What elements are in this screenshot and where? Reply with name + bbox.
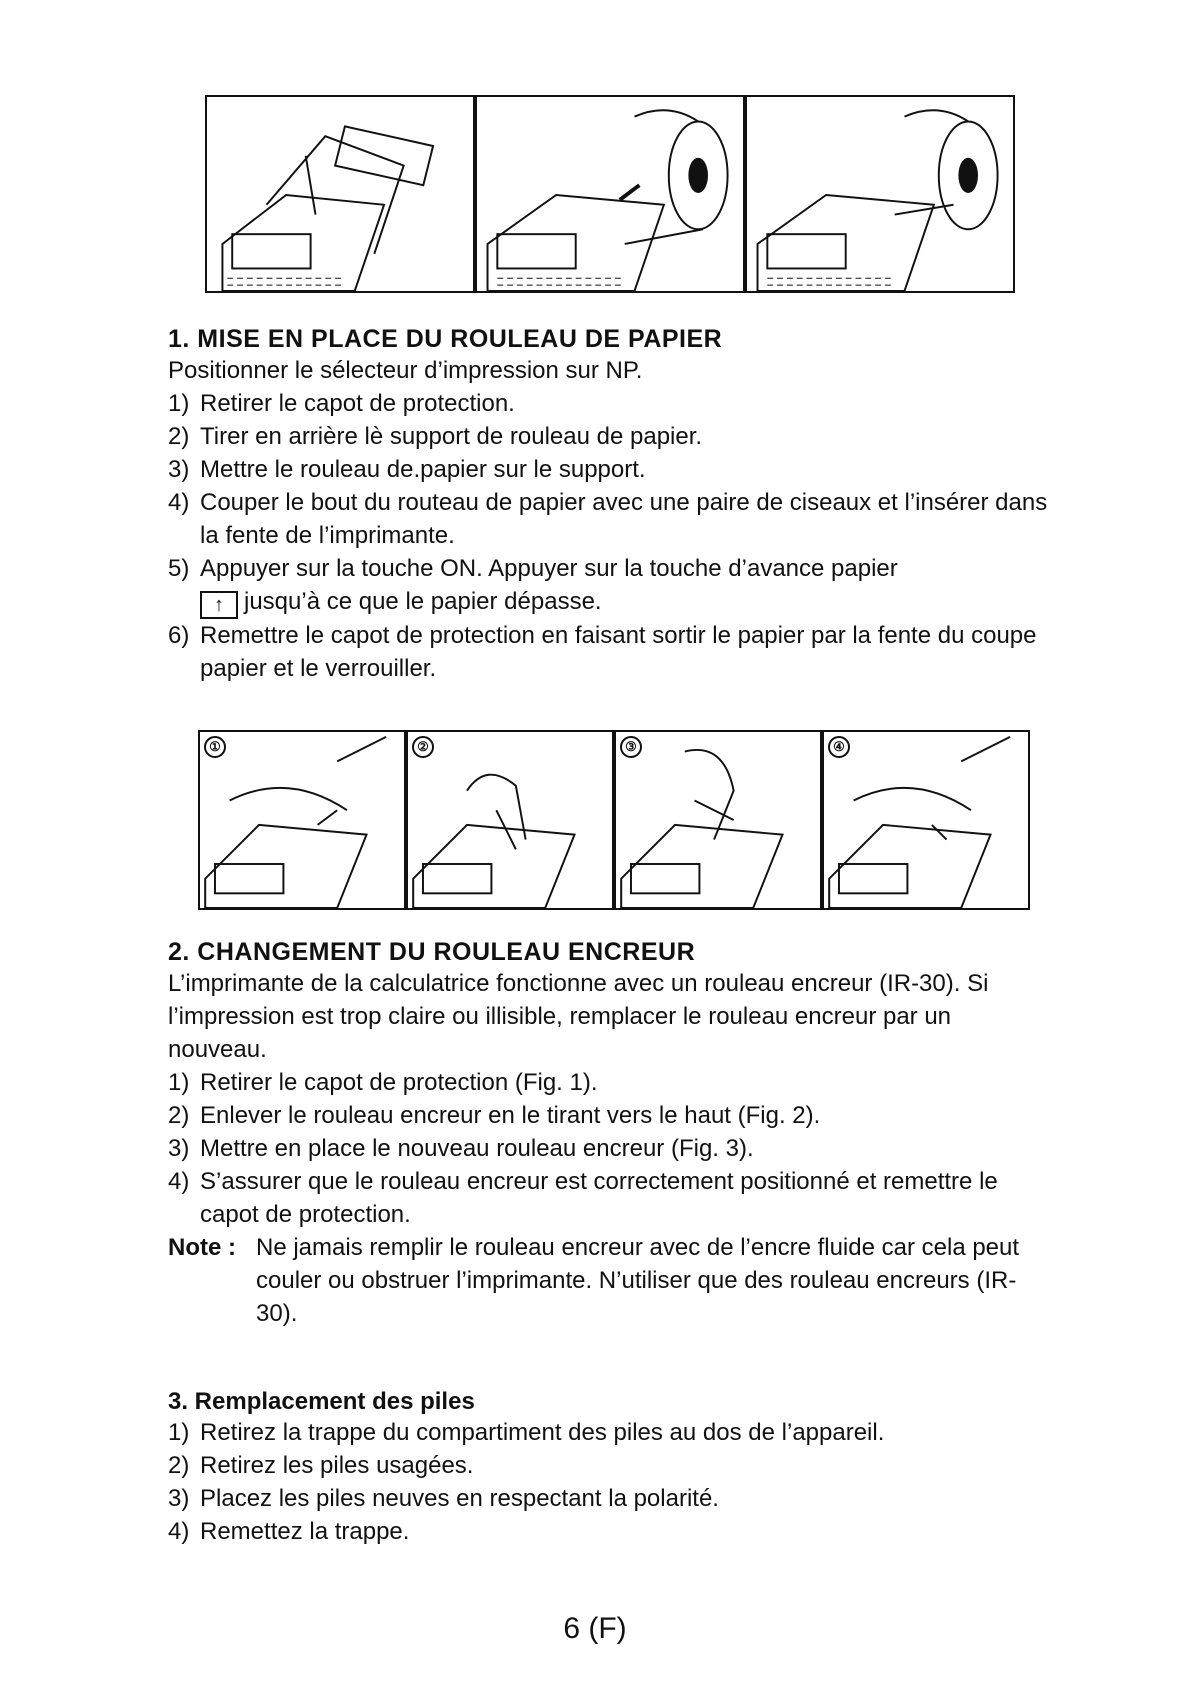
list-item: 1) Retirez la trappe du compartiment des piles au dos de l’appareil. <box>168 1419 885 1446</box>
section-title: 1. MISE EN PLACE DU ROULEAU DE PAPIER <box>168 325 723 353</box>
page-number: 6 (F) <box>563 1612 627 1645</box>
list-item: 4) S’assurer que le rouleau encreur est correctement positionné et remettre le capot de protection. <box>168 1168 998 1228</box>
steps-list <box>168 387 1048 685</box>
section-ink-roller <box>168 938 1048 1330</box>
list-item: 1) Retirer le capot de protection (Fig. 1). <box>168 1069 598 1096</box>
figure-paper-holder <box>205 95 475 293</box>
list-item: 3) Mettre en place le nouveau rouleau encreur (Fig. 3). <box>168 1135 754 1162</box>
note-text: Ne jamais remplir le rouleau encreur avec de l’encre fluide car cela peut couler ou obstruer l’imprimante. N’utiliser que des rouleau encreurs (IR-30). <box>256 1234 1020 1327</box>
list-item: 2) Retirez les piles usagées. <box>168 1452 474 1479</box>
section-intro: Positionner le sélecteur d’impression sur NP. <box>168 357 643 384</box>
calculator-illustration <box>747 97 1013 291</box>
note-label: Note : <box>168 1234 236 1261</box>
list-item: 3) Placez les piles neuves en respectant la polarité. <box>168 1485 719 1512</box>
list-item: 4) Remettez la trappe. <box>168 1518 410 1545</box>
list-item: 3) Mettre le rouleau de.papier sur le support. <box>168 456 646 483</box>
list-item: 2) Enlever le rouleau encreur en le tirant vers le haut (Fig. 2). <box>168 1102 821 1129</box>
list-item: 5) Appuyer sur la touche ON. Appuyer sur la touche d’avance papier ↑ jusqu’à ce que le papier dépasse. <box>168 552 1048 619</box>
figure-4 <box>822 730 1030 910</box>
figure-1 <box>198 730 406 910</box>
figure-number: ② <box>412 736 434 758</box>
figure-3 <box>614 730 822 910</box>
section-paper-roll <box>168 325 1048 685</box>
figure-number: ④ <box>828 736 850 758</box>
paper-roll-figures <box>205 95 1015 293</box>
steps-list <box>168 1066 1048 1231</box>
list-item: 2) Tirer en arrière lè support de rouleau de papier. <box>168 423 703 450</box>
calculator-illustration <box>477 97 743 291</box>
ink-roller-figures <box>198 730 1030 910</box>
list-item: 6) Remettre le capot de protection en faisant sortir le papier par la fente du coupe papier et le verrouiller. <box>168 622 1037 682</box>
list-item: 4) Couper le bout du routeau de papier avec une paire de ciseaux et l’insérer dans la fente de l’imprimante. <box>168 489 1048 549</box>
figure-paper-roll-mounted <box>745 95 1015 293</box>
calculator-illustration <box>207 97 473 291</box>
paper-feed-key-icon: ↑ <box>200 591 238 619</box>
section-title: 3. Remplacement des piles <box>168 1388 475 1415</box>
section-intro: L’imprimante de la calculatrice fonctionne avec un rouleau encreur (IR-30). Si l’impression est trop claire ou illisible, remplacer le rouleau encreur par un nouveau. <box>168 970 989 1063</box>
figure-number: ① <box>204 736 226 758</box>
figure-number: ③ <box>620 736 642 758</box>
steps-list <box>168 1416 1048 1548</box>
figure-paper-roll-insert <box>475 95 745 293</box>
note <box>168 1231 1048 1330</box>
section-batteries <box>168 1388 1048 1548</box>
list-item: 1) Retirer le capot de protection. <box>168 390 515 417</box>
figure-2 <box>406 730 614 910</box>
section-title: 2. CHANGEMENT DU ROULEAU ENCREUR <box>168 938 696 966</box>
